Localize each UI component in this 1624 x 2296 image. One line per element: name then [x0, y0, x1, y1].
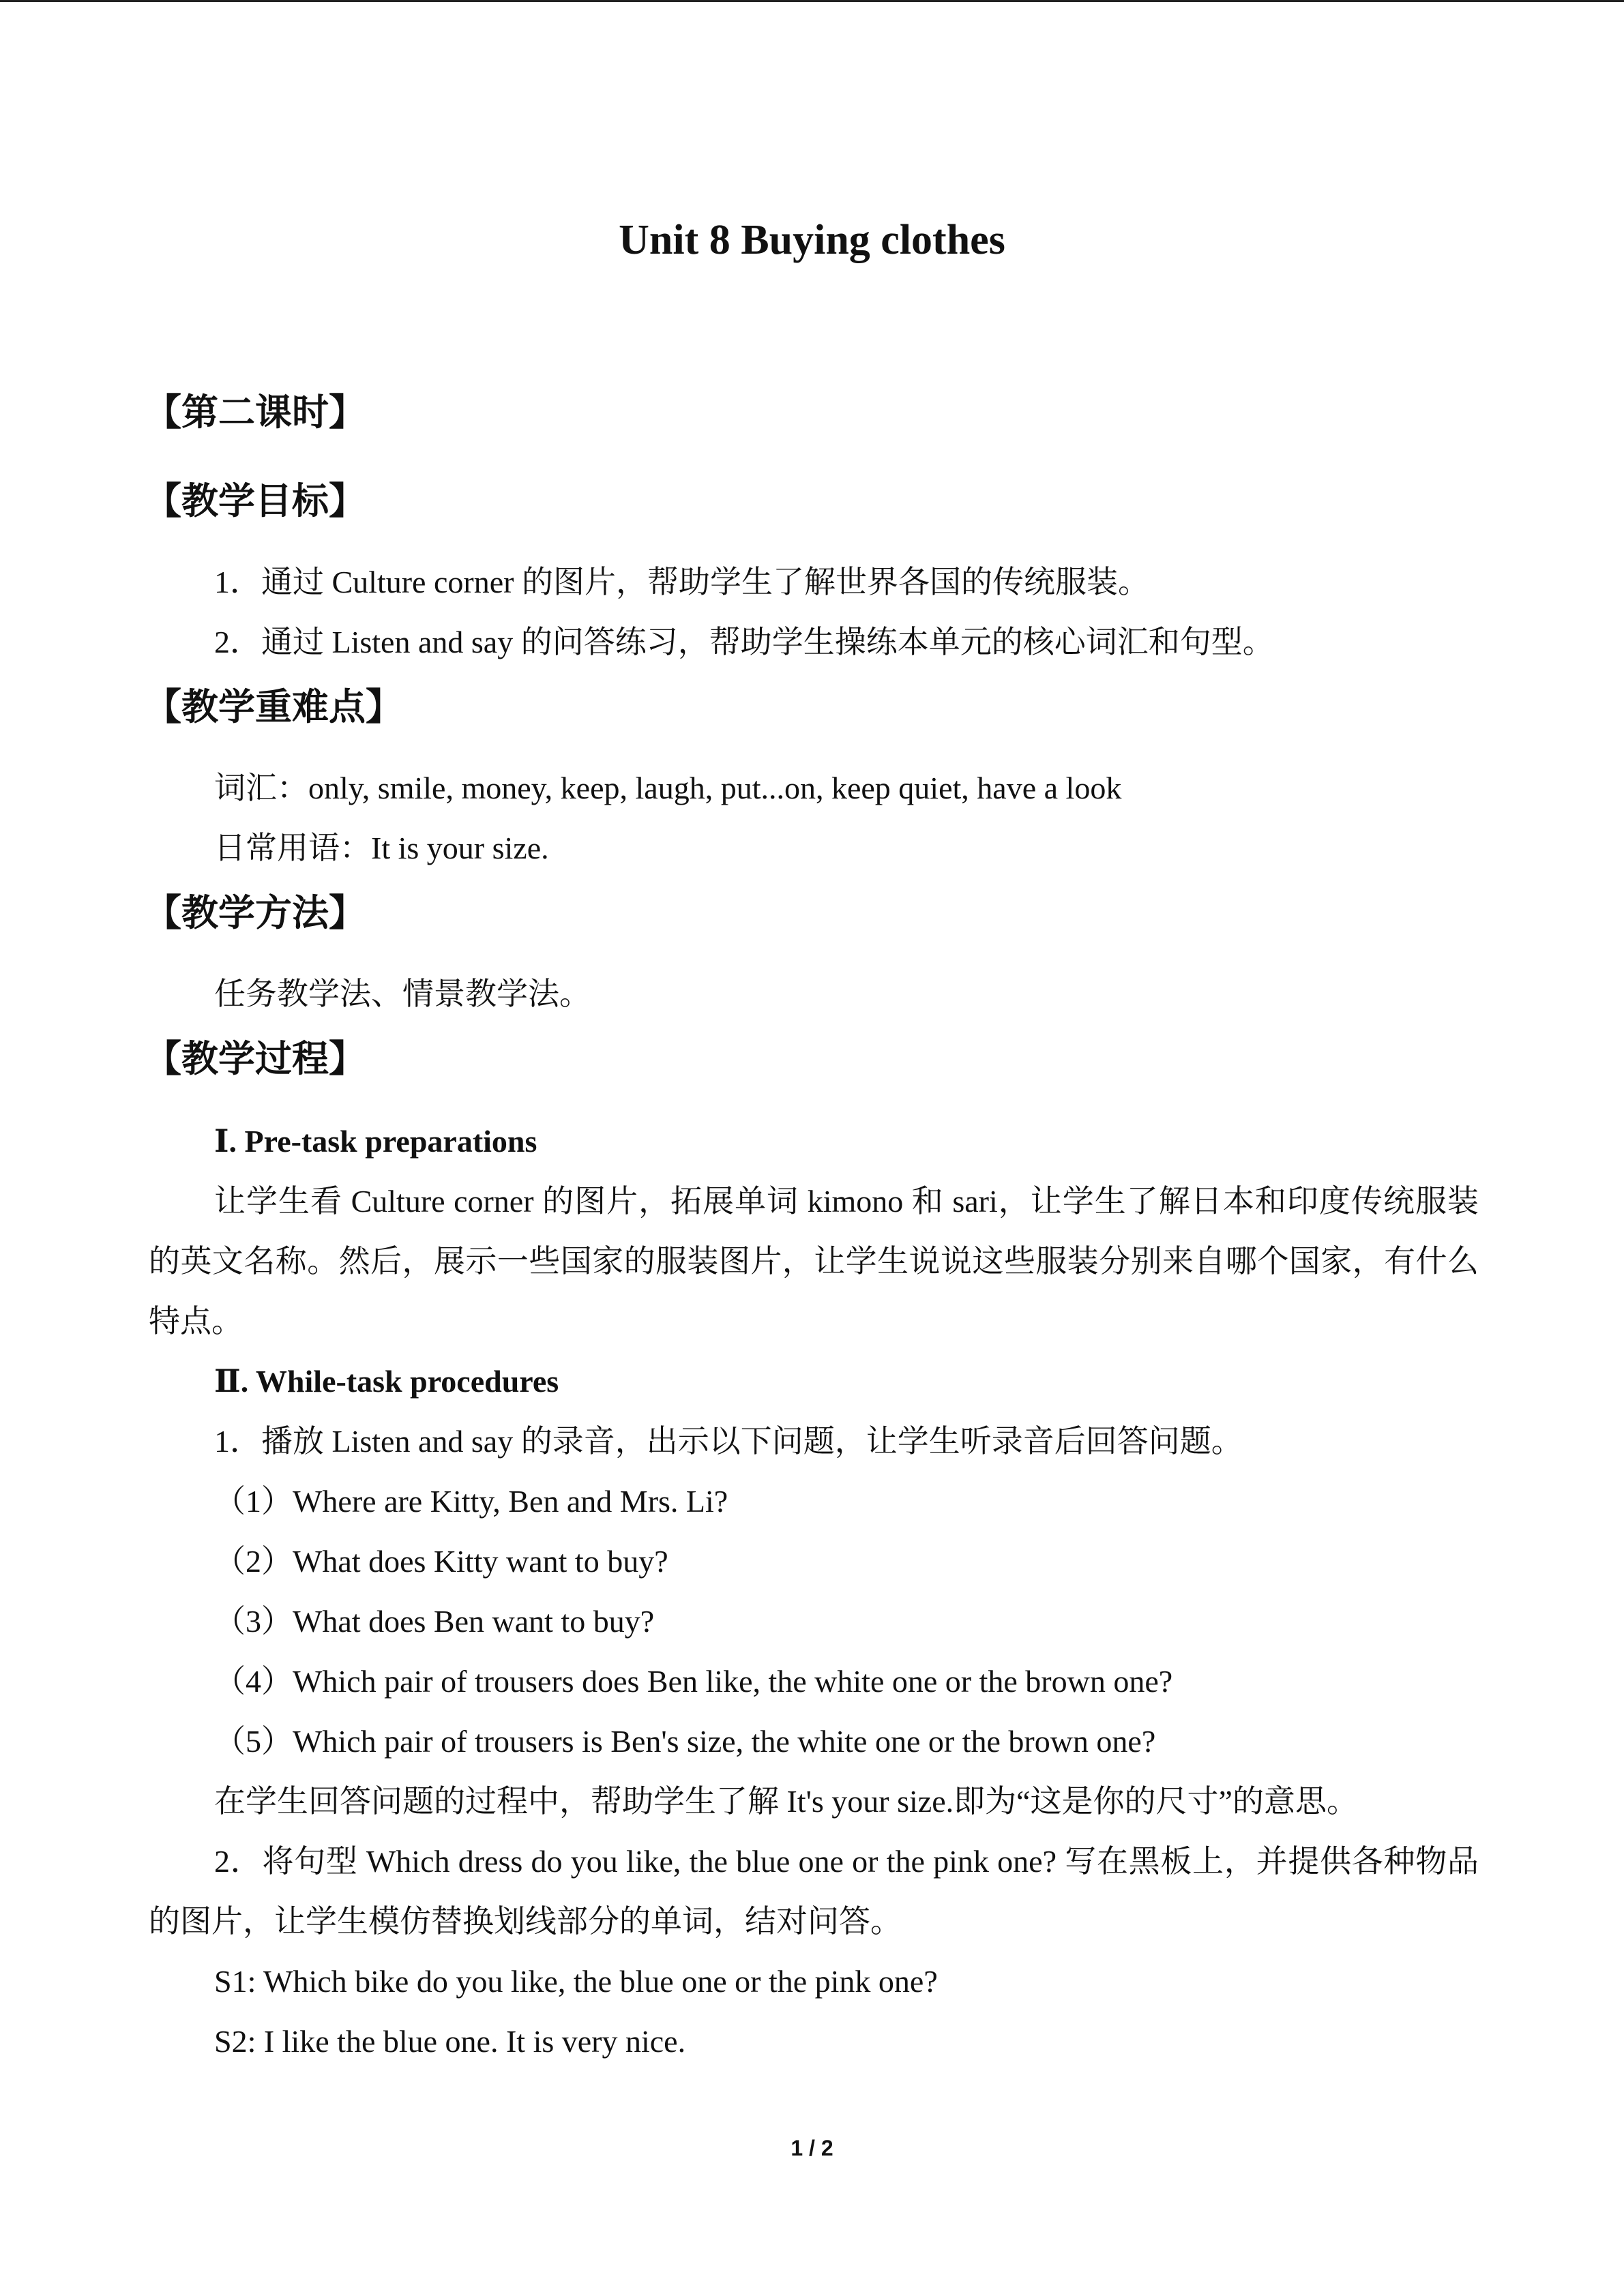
lesson-heading: 【第二课时】 [145, 391, 366, 434]
while-task-step-1: 1．播放 Listen and say 的录音，出示以下问题，让学生听录音后回答问题。 [214, 1424, 1243, 1459]
methods-heading: 【教学方法】 [145, 891, 366, 934]
while-task-step-2: 2．将句型 Which dress do you like, the blue one or the pink one? 写在黑板上，并提供各种物品的图片，让学生模仿替换划线部分的单词，结对问答。 [149, 1844, 1479, 1939]
question-item-3: （3）What does Ben want to buy? [214, 1604, 655, 1639]
pre-task-heading: Ⅰ. Pre-task preparations [214, 1124, 537, 1159]
question-item-4: （4）Which pair of trousers does Ben like, the white one or the brown one? [214, 1664, 1173, 1699]
question-item-2: （2）What does Kitty want to buy? [214, 1544, 668, 1579]
pre-task-paragraph: 让学生看 Culture corner 的图片，拓展单词 kimono 和 sari，让学生了解日本和印度传统服装的英文名称。然后，展示一些国家的服装图片，让学生说说这些服装分别来自哪个国家，有什么特点。 [149, 1184, 1479, 1339]
methods-text: 任务教学法、情景教学法。 [214, 976, 591, 1011]
dialogue-line-1: S1: Which bike do you like, the blue one or the pink one? [214, 1964, 938, 1999]
key-points-vocab: 词汇：only, smile, money, keep, laugh, put...on, keep quiet, have a look [214, 771, 1122, 805]
question-item-1: （1）Where are Kitty, Ben and Mrs. Li? [214, 1484, 728, 1519]
objective-item-1: 1．通过 Culture corner 的图片，帮助学生了解世界各国的传统服装。 [214, 565, 1149, 599]
document-title: Unit 8 Buying clothes [619, 217, 1005, 263]
dialogue-line-2: S2: I like the blue one. It is very nice. [214, 2024, 686, 2059]
key-points-phrase: 日常用语：It is your size. [214, 831, 549, 865]
page-number: 1 / 2 [791, 2136, 833, 2160]
objectives-heading: 【教学目标】 [145, 479, 366, 522]
process-heading: 【教学过程】 [145, 1037, 366, 1080]
question-item-5: （5）Which pair of trousers is Ben's size, the white one or the brown one? [214, 1724, 1156, 1759]
objective-item-2: 2．通过 Listen and say 的问答练习，帮助学生操练本单元的核心词汇和句型。 [214, 625, 1274, 659]
key-points-heading: 【教学重难点】 [145, 685, 402, 728]
while-task-note: 在学生回答问题的过程中，帮助学生了解 It's your size.即为“这是你的尺寸”的意思。 [214, 1784, 1358, 1819]
while-task-heading: Ⅱ. While-task procedures [214, 1364, 559, 1399]
